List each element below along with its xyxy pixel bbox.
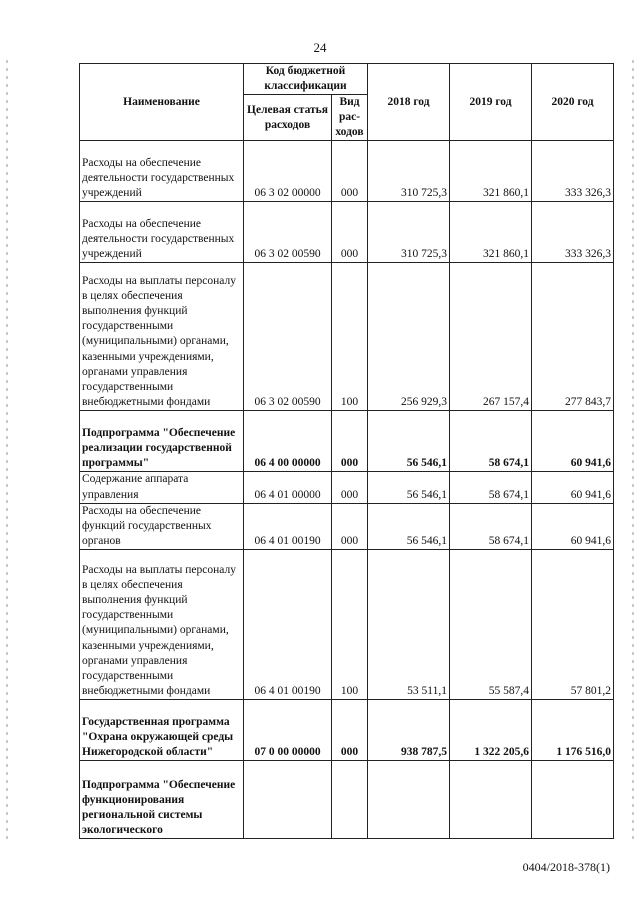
table-row bbox=[80, 263, 614, 411]
budget-table-body bbox=[80, 141, 614, 839]
row-value-2019: 58 674,1 bbox=[450, 411, 532, 472]
row-expense-type: 000 bbox=[332, 472, 368, 503]
row-name: Подпрограмма "Обеспечение функционирования региональной системы экологического bbox=[80, 761, 244, 839]
header-target-article: Целевая статья расходов bbox=[244, 95, 332, 141]
row-name: Расходы на обеспечение деятельности государственных учреждений bbox=[80, 141, 244, 202]
row-target-code: 06 3 02 00590 bbox=[244, 202, 332, 263]
table-row bbox=[80, 550, 614, 700]
row-value-2020 bbox=[532, 761, 614, 839]
row-name: Расходы на выплаты персоналу в целях обеспечения выполнения функций государственными (муниципальными) органами, казенными учреждениями, органами управления государственными внебюджетными фондами bbox=[80, 263, 244, 411]
header-name: Наименование bbox=[80, 64, 244, 141]
row-value-2020: 60 941,6 bbox=[532, 503, 614, 550]
row-expense-type: 000 bbox=[332, 700, 368, 761]
table-row bbox=[80, 141, 614, 202]
row-value-2019: 58 674,1 bbox=[450, 503, 532, 550]
row-value-2018 bbox=[368, 761, 450, 839]
row-expense-type bbox=[332, 761, 368, 839]
row-expense-type: 000 bbox=[332, 202, 368, 263]
row-name: Содержание аппарата управления bbox=[80, 472, 244, 503]
row-value-2020: 277 843,7 bbox=[532, 263, 614, 411]
row-expense-type: 000 bbox=[332, 141, 368, 202]
row-value-2019: 321 860,1 bbox=[450, 141, 532, 202]
row-target-code: 06 4 01 00190 bbox=[244, 550, 332, 700]
row-value-2018: 310 725,3 bbox=[368, 202, 450, 263]
row-name: Расходы на обеспечение функций государственных органов bbox=[80, 503, 244, 550]
table-row bbox=[80, 411, 614, 472]
row-value-2018: 256 929,3 bbox=[368, 263, 450, 411]
row-expense-type: 000 bbox=[332, 503, 368, 550]
row-value-2019: 55 587,4 bbox=[450, 550, 532, 700]
row-value-2019: 321 860,1 bbox=[450, 202, 532, 263]
header-2020: 2020 год bbox=[532, 64, 614, 141]
row-target-code bbox=[244, 761, 332, 839]
row-value-2020: 333 326,3 bbox=[532, 202, 614, 263]
budget-table bbox=[79, 63, 614, 839]
row-value-2020: 333 326,3 bbox=[532, 141, 614, 202]
table-row bbox=[80, 472, 614, 503]
row-value-2018: 56 546,1 bbox=[368, 503, 450, 550]
row-value-2019: 1 322 205,6 bbox=[450, 700, 532, 761]
header-2018: 2018 год bbox=[368, 64, 450, 141]
row-value-2018: 53 511,1 bbox=[368, 550, 450, 700]
header-row-1 bbox=[80, 64, 614, 95]
row-value-2019: 58 674,1 bbox=[450, 472, 532, 503]
row-expense-type: 000 bbox=[332, 411, 368, 472]
table-row bbox=[80, 503, 614, 550]
header-code-group: Код бюджетной классификации bbox=[244, 64, 368, 95]
table-row bbox=[80, 700, 614, 761]
row-value-2018: 310 725,3 bbox=[368, 141, 450, 202]
row-value-2019: 267 157,4 bbox=[450, 263, 532, 411]
row-value-2019 bbox=[450, 761, 532, 839]
row-name: Расходы на обеспечение деятельности государственных учреждений bbox=[80, 202, 244, 263]
page-number: 24 bbox=[313, 40, 327, 55]
header-expense-type: Вид рас- ходов bbox=[332, 95, 368, 141]
row-target-code: 06 3 02 00000 bbox=[244, 141, 332, 202]
row-target-code: 06 3 02 00590 bbox=[244, 263, 332, 411]
row-target-code: 06 4 01 00190 bbox=[244, 503, 332, 550]
row-target-code: 07 0 00 00000 bbox=[244, 700, 332, 761]
table-row bbox=[80, 761, 614, 839]
row-value-2018: 56 546,1 bbox=[368, 411, 450, 472]
row-target-code: 06 4 01 00000 bbox=[244, 472, 332, 503]
row-value-2020: 57 801,2 bbox=[532, 550, 614, 700]
row-expense-type: 100 bbox=[332, 550, 368, 700]
row-name: Подпрограмма "Обеспечение реализации государственной программы" bbox=[80, 411, 244, 472]
row-name: Расходы на выплаты персоналу в целях обеспечения выполнения функций государственными (муниципальными) органами, казенными учреждениями, органами управления государственными внебюджетными фондами bbox=[80, 550, 244, 700]
row-value-2020: 60 941,6 bbox=[532, 411, 614, 472]
document-code: 0404/2018-378(1) bbox=[522, 860, 610, 874]
row-value-2020: 1 176 516,0 bbox=[532, 700, 614, 761]
row-expense-type: 100 bbox=[332, 263, 368, 411]
row-value-2018: 56 546,1 bbox=[368, 472, 450, 503]
row-name: Государственная программа "Охрана окружающей среды Нижегородской области" bbox=[80, 700, 244, 761]
left-scan-margin bbox=[6, 60, 8, 840]
table-row bbox=[80, 202, 614, 263]
row-value-2020: 60 941,6 bbox=[532, 472, 614, 503]
right-scan-margin bbox=[632, 60, 634, 840]
row-value-2018: 938 787,5 bbox=[368, 700, 450, 761]
header-2019: 2019 год bbox=[450, 64, 532, 141]
row-target-code: 06 4 00 00000 bbox=[244, 411, 332, 472]
